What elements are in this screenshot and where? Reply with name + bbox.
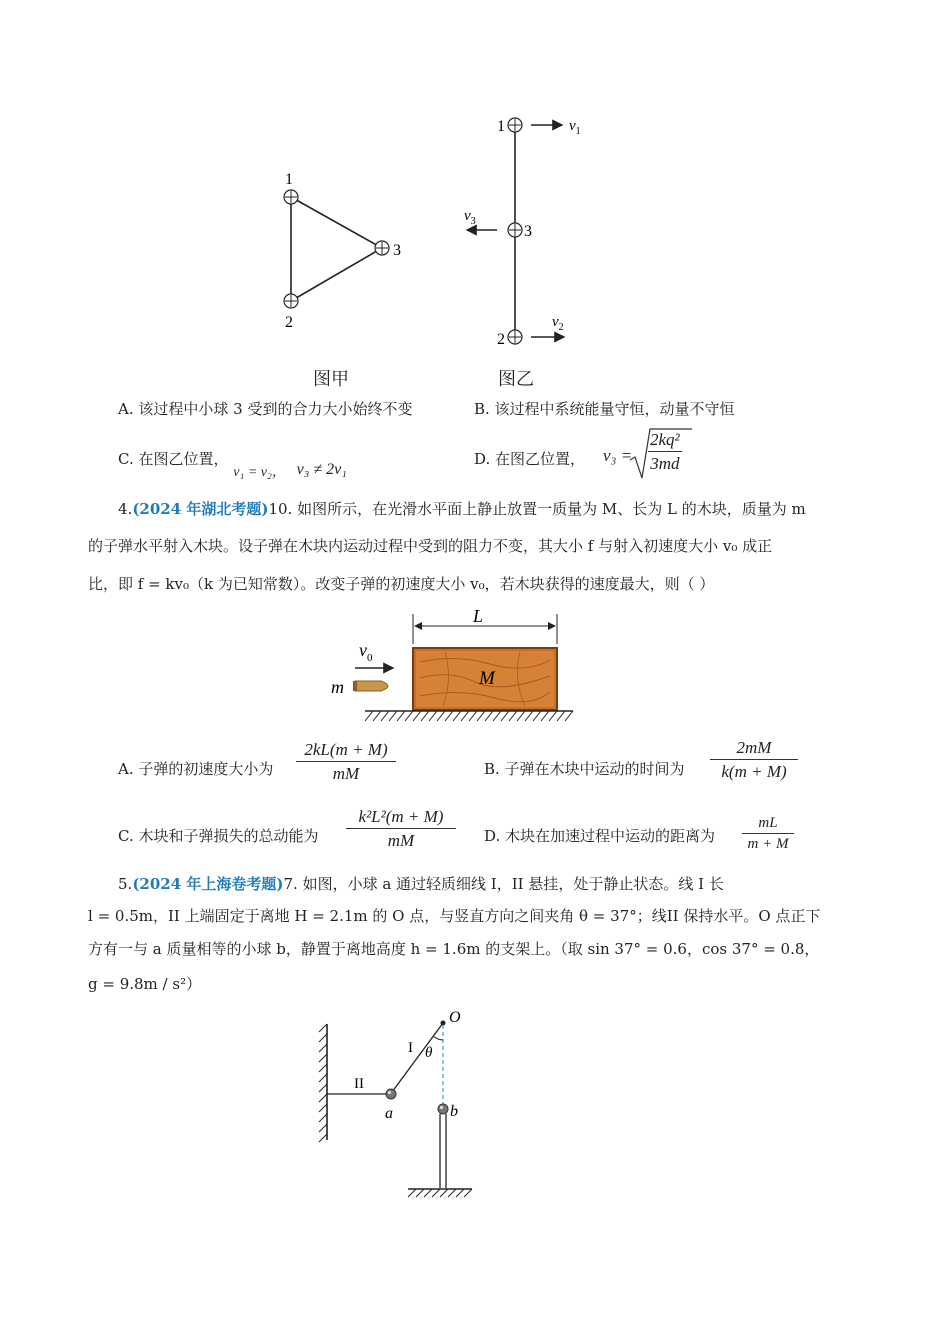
- label-v1-sub: 1: [575, 126, 581, 137]
- q4-d-denominator: m + M: [747, 836, 789, 852]
- q4-line-1: [118, 498, 806, 519]
- q5-line-1: [118, 873, 724, 894]
- figure-yi: [455, 108, 605, 353]
- figure-bullet-block: [325, 604, 580, 724]
- q4-d-numerator: mL: [742, 815, 794, 834]
- label-v1: v: [569, 118, 576, 134]
- label-1: 1: [285, 171, 293, 188]
- label-v0-sub: 0: [367, 652, 373, 664]
- label-M: M: [479, 668, 495, 689]
- q4-option-c-fraction: [346, 807, 456, 851]
- charge-1-icon: [508, 118, 522, 132]
- charge-2-icon: [508, 330, 522, 344]
- q3-option-d: [474, 448, 585, 469]
- q3-option-c: [118, 448, 347, 480]
- label-v2: v: [552, 314, 559, 330]
- q3-option-d-lhs: v₃ =: [603, 446, 633, 465]
- q4-text-1: 10. 如图所示，在光滑水平面上静止放置一质量为 M、长为 L 的木块，质量为 m: [268, 500, 806, 518]
- q5-line-4: g = 9.8m / s²）: [88, 975, 202, 993]
- label-v3: v: [464, 208, 471, 224]
- q5-line-2: l = 0.5m，II 上端固定于离地 H = 2.1m 的 O 点，与竖直方向之间夹角 θ = 37°；线II 保持水平。O 点正下: [88, 907, 821, 925]
- q4-a-numerator: 2kL(m + M): [296, 740, 396, 762]
- label-m: m: [331, 677, 344, 697]
- label-3: 3: [393, 242, 401, 259]
- q3-d-numerator: 2kq²: [648, 430, 682, 452]
- figure-jia: [270, 165, 410, 335]
- label-v0: v: [359, 640, 367, 660]
- charge-3-icon: [508, 223, 522, 237]
- figure-pendulum: [310, 1000, 490, 1200]
- label-O: O: [449, 1009, 461, 1026]
- q4-option-d-fraction: [742, 815, 794, 853]
- q4-c-numerator: k²L²(m + M): [346, 807, 456, 829]
- q4-option-a-prefix: A. 子弹的初速度大小为: [118, 760, 274, 778]
- q4-line-2: 的子弹水平射入木块。设子弹在木块内运动过程中受到的阻力不变，其大小 f 与射入初速度大小 v₀ 成正: [88, 537, 773, 555]
- label-3: 3: [524, 223, 532, 240]
- charge-2-icon: [284, 294, 298, 308]
- q4-c-denominator: mM: [387, 831, 415, 850]
- charge-3-icon: [375, 241, 389, 255]
- svg-text:v3: [464, 208, 476, 227]
- q3-option-c-prefix: C. 在图乙位置，: [118, 450, 229, 468]
- q3-option-c-math1: v₁ = v₂，: [233, 465, 286, 480]
- label-b: b: [450, 1103, 458, 1120]
- q5-line-3: 方有一与 a 质量相等的小球 b，静置于离地高度 h = 1.6m 的支架上。（取 sin 37° = 0.6，cos 37° = 0.8，: [88, 940, 820, 958]
- label-a: a: [385, 1105, 393, 1122]
- q4-option-d-prefix: D. 木块在加速过程中运动的距离为: [484, 827, 716, 845]
- label-v2-sub: 2: [558, 322, 564, 333]
- q4-source-tag: (2024 年湖北考题): [132, 500, 269, 518]
- label-L: L: [473, 606, 484, 626]
- q4-option-b-prefix: B. 子弹在木块中运动的时间为: [484, 760, 685, 778]
- q4-a-denominator: mM: [332, 764, 360, 783]
- q4-option-a-fraction: [296, 740, 396, 784]
- charge-1-icon: [284, 190, 298, 204]
- svg-text:v1: [569, 118, 581, 137]
- q3-option-d-prefix: D. 在图乙位置，: [474, 450, 586, 468]
- q5-text-1: 7. 如图，小球 a 通过轻质细线 I，II 悬挂，处于静止状态。线 I 长: [283, 875, 724, 893]
- q3-option-a: A. 该过程中小球 3 受到的合力大小始终不变: [118, 400, 413, 418]
- label-1: 1: [497, 118, 505, 135]
- ball-b-icon: [438, 1104, 448, 1114]
- q4-b-denominator: k(m + M): [721, 762, 787, 781]
- q4-line-3: 比，即 f = kv₀（k 为已知常数）。改变子弹的初速度大小 v₀，若木块获得的速度最大，则（ ）: [88, 575, 715, 593]
- label-II: II: [354, 1076, 364, 1092]
- q5-source-tag: (2024 年上海卷考题): [132, 875, 284, 893]
- q4-b-numerator: 2mM: [710, 738, 798, 760]
- svg-text:v0: [359, 640, 373, 664]
- pivot-o-icon: [441, 1021, 446, 1026]
- label-2: 2: [285, 314, 293, 331]
- label-2: 2: [497, 331, 505, 348]
- caption-yi: 图乙: [498, 369, 534, 390]
- q3-option-b: B. 该过程中系统能量守恒，动量不守恒: [474, 400, 735, 418]
- svg-text:v2: [552, 314, 564, 333]
- bullet-icon: [353, 681, 388, 691]
- label-I: I: [408, 1040, 413, 1056]
- q4-number: 4.: [118, 500, 133, 518]
- q4-option-b-fraction: [710, 738, 798, 782]
- q3-option-d-fraction: [648, 430, 682, 474]
- label-theta: θ: [425, 1045, 433, 1061]
- q4-option-c-prefix: C. 木块和子弹损失的总动能为: [118, 827, 319, 845]
- caption-jia: 图甲: [313, 369, 349, 390]
- q5-number: 5.: [118, 875, 133, 893]
- label-v3-sub: 3: [470, 216, 476, 227]
- ball-a-icon: [386, 1089, 396, 1099]
- q3-d-denominator: 3md: [650, 454, 680, 473]
- q3-option-c-math2: v₃ ≠ 2v₁: [296, 461, 347, 478]
